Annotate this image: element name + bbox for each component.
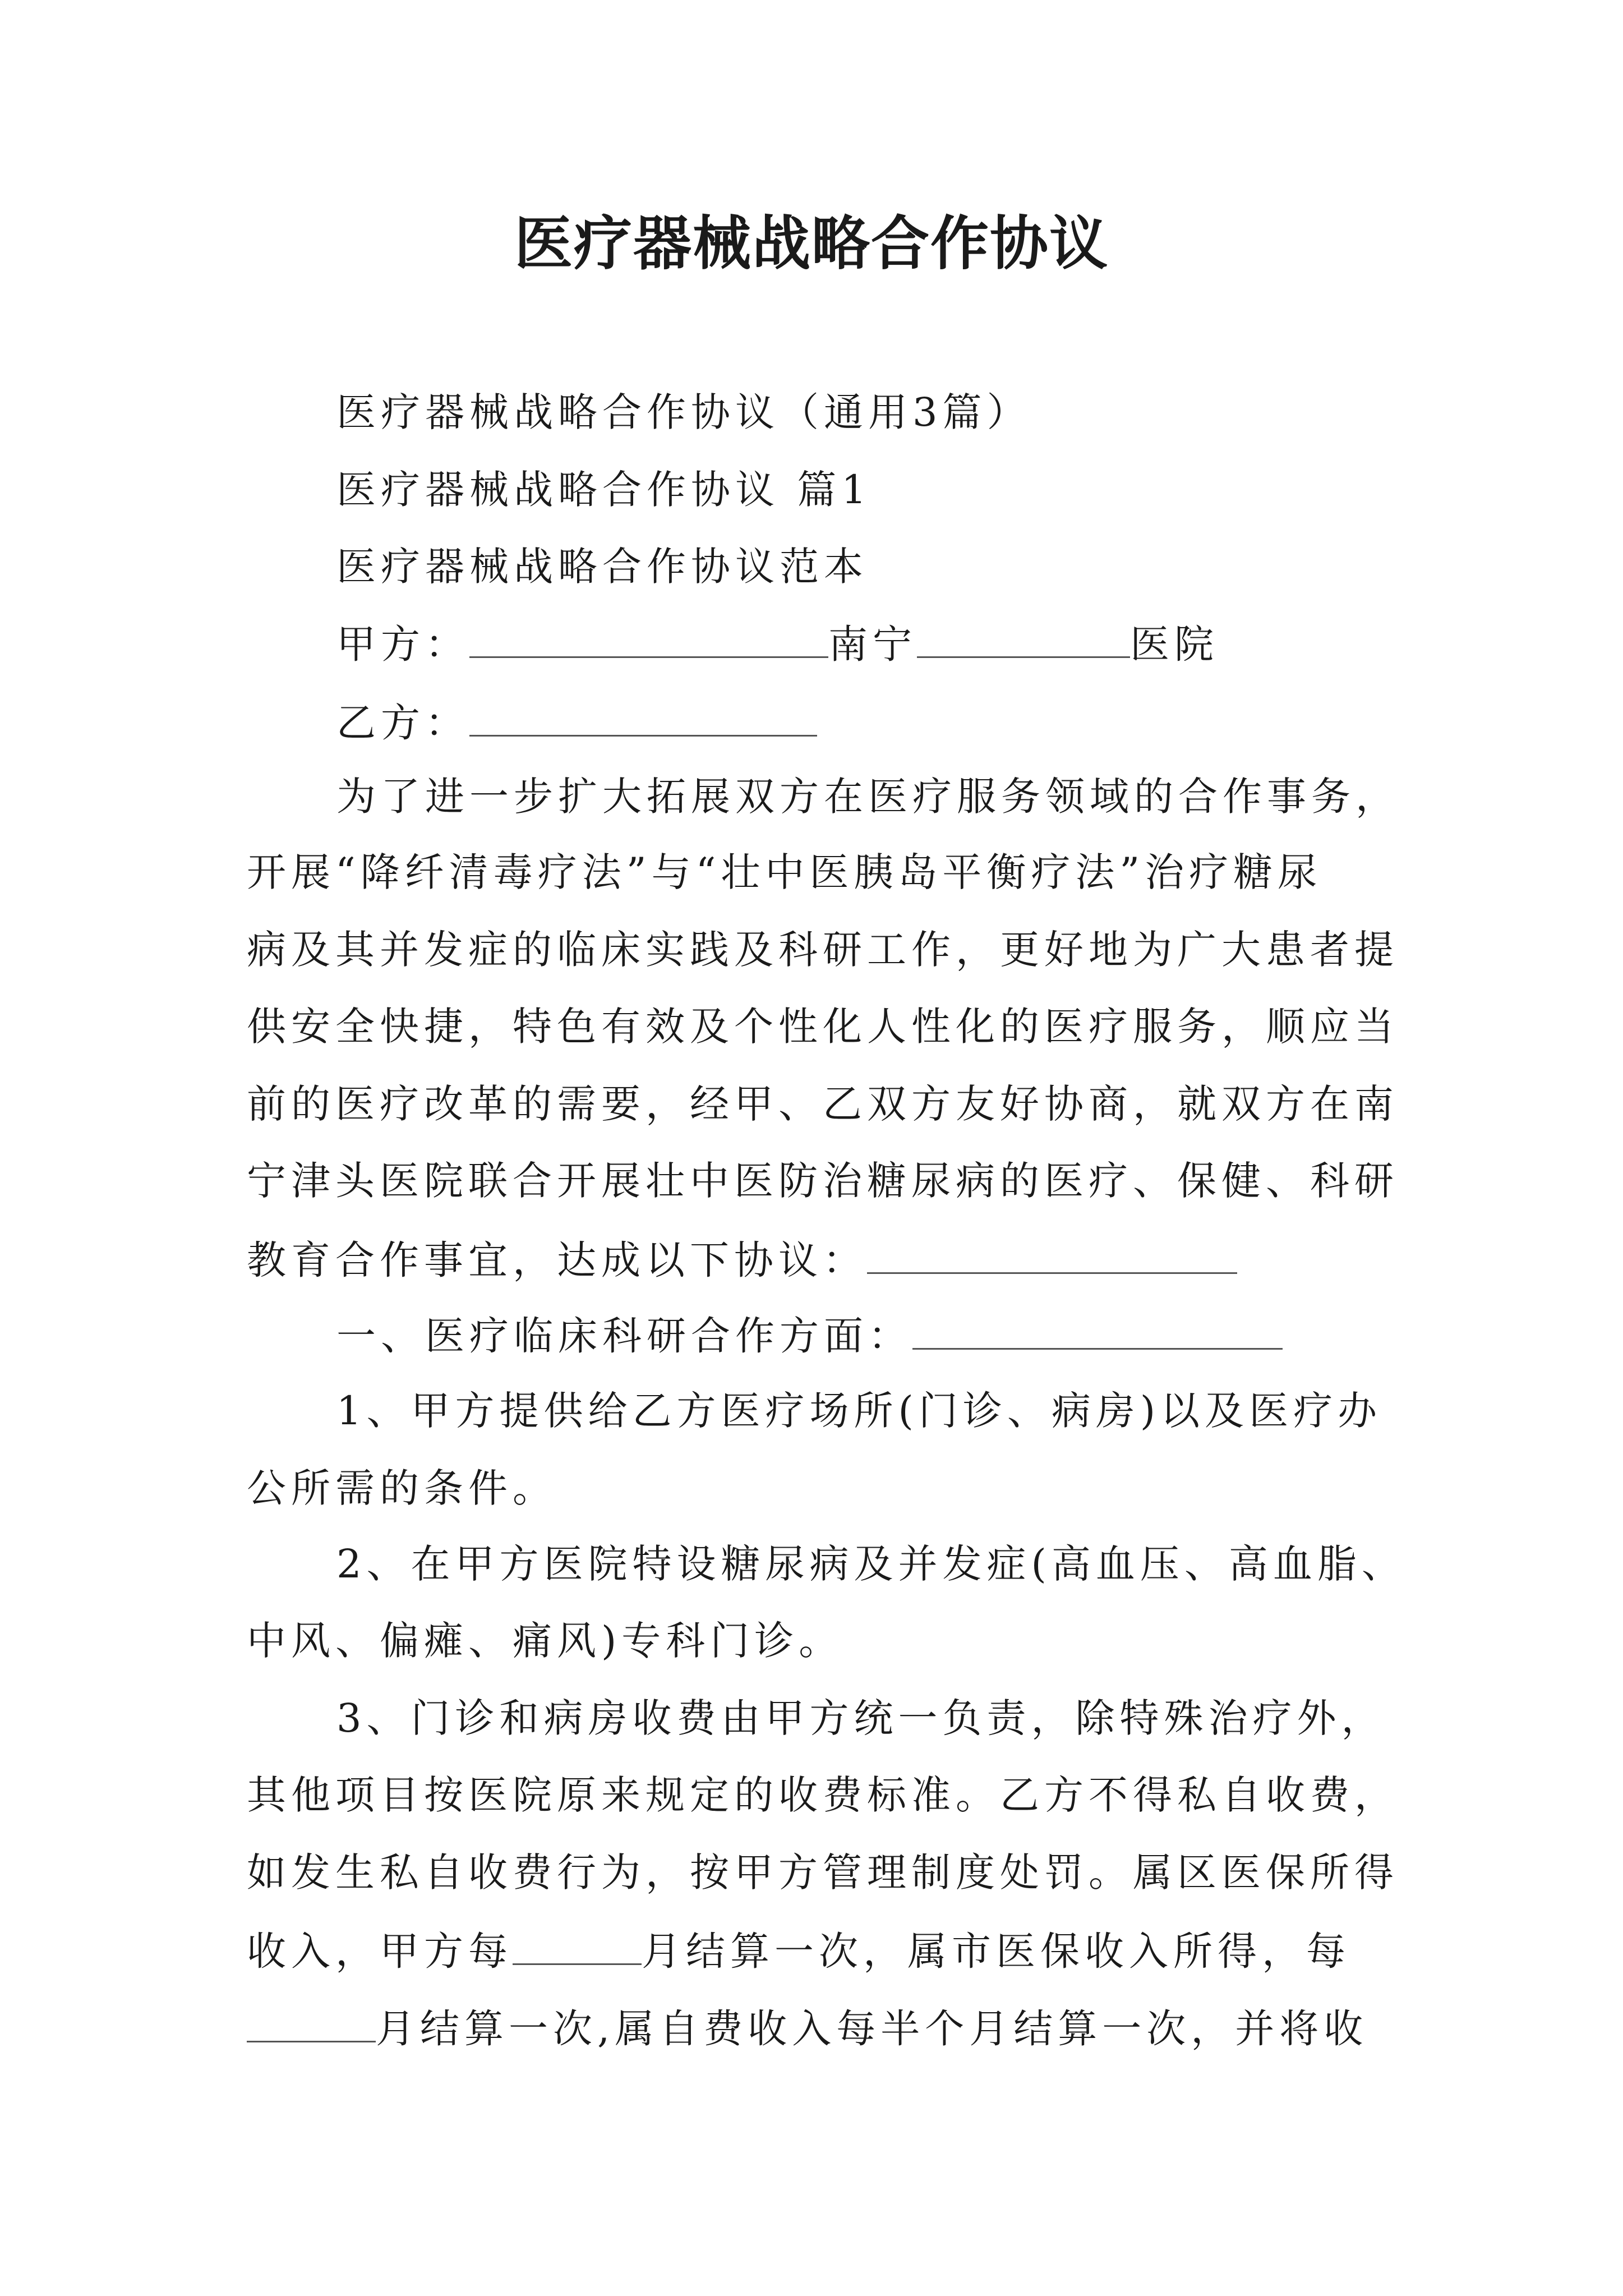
intro-text: 教育合作事宜，达成以下协议： [247,1237,867,1283]
intro-line: 病及其并发症的临床实践及科研工作，更好地为广大患者提 [247,927,1399,973]
section-1-blank [912,1314,1283,1350]
item-3-text: 月结算一次，属市医保收入所得，每 [642,1928,1350,1975]
item-3-blank-1 [513,1930,642,1965]
party-a-end: 医院 [1130,621,1219,668]
section-1-text: 一、医疗临床科研合作方面： [336,1313,912,1359]
intro-line: 为了进一步扩大拓展双方在医疗服务领域的合作事务， [336,774,1400,820]
item-3-line: 3、门诊和病房收费由甲方统一负责，除特殊治疗外， [336,1695,1386,1741]
party-b-blank [469,701,817,737]
item-3-blank-2 [247,2007,376,2042]
section-1-heading [336,1313,1283,1359]
item-3-text: 月结算一次,属自费收入每半个月结算一次，并将收 [376,2005,1368,2052]
party-a-blank-2 [917,623,1130,658]
party-b-label: 乙方： [336,700,469,746]
intro-blank [867,1239,1237,1274]
item-3-line [247,2005,1368,2052]
subtitle-part1: 医疗器械战略合作协议 篇1 [336,467,872,513]
party-a-label: 甲方： [336,621,469,668]
intro-last-line [247,1237,1237,1283]
intro-line: 前的医疗改革的需要，经甲、乙双方友好协商，就双方在南 [247,1081,1399,1127]
subtitle-general: 医疗器械战略合作协议（通用3篇） [336,389,1031,435]
party-a-mid: 南宁 [828,621,917,668]
subtitle-template: 医疗器械战略合作协议范本 [336,544,868,590]
item-3-line [247,1928,1350,1975]
document-title: 医疗器械战略合作协议 [514,209,1109,278]
party-a-blank-1 [469,623,828,658]
item-3-text: 收入，甲方每 [247,1928,513,1975]
item-2-line: 中风、偏瘫、痛风)专科门诊。 [247,1618,843,1664]
intro-line: 宁津头医院联合开展壮中医防治糖尿病的医疗、保健、科研 [247,1158,1399,1204]
item-1-line: 1、甲方提供给乙方医疗场所(门诊、病房)以及医疗办 [336,1388,1382,1434]
party-b-line [336,700,817,746]
item-3-line: 如发生私自收费行为，按甲方管理制度处罚。属区医保所得 [247,1849,1399,1895]
intro-line: 供安全快捷，特色有效及个性化人性化的医疗服务，顺应当 [247,1004,1399,1050]
party-a-line [336,621,1219,668]
intro-line: 开展“降纤清毒疗法”与“壮中医胰岛平衡疗法”治疗糖尿 [247,849,1322,895]
item-1-line: 公所需的条件。 [247,1465,557,1511]
item-2-line: 2、在甲方医院特设糖尿病及并发症(高血压、高血脂、 [336,1541,1406,1587]
item-3-line: 其他项目按医院原来规定的收费标准。乙方不得私自收费， [247,1772,1399,1818]
